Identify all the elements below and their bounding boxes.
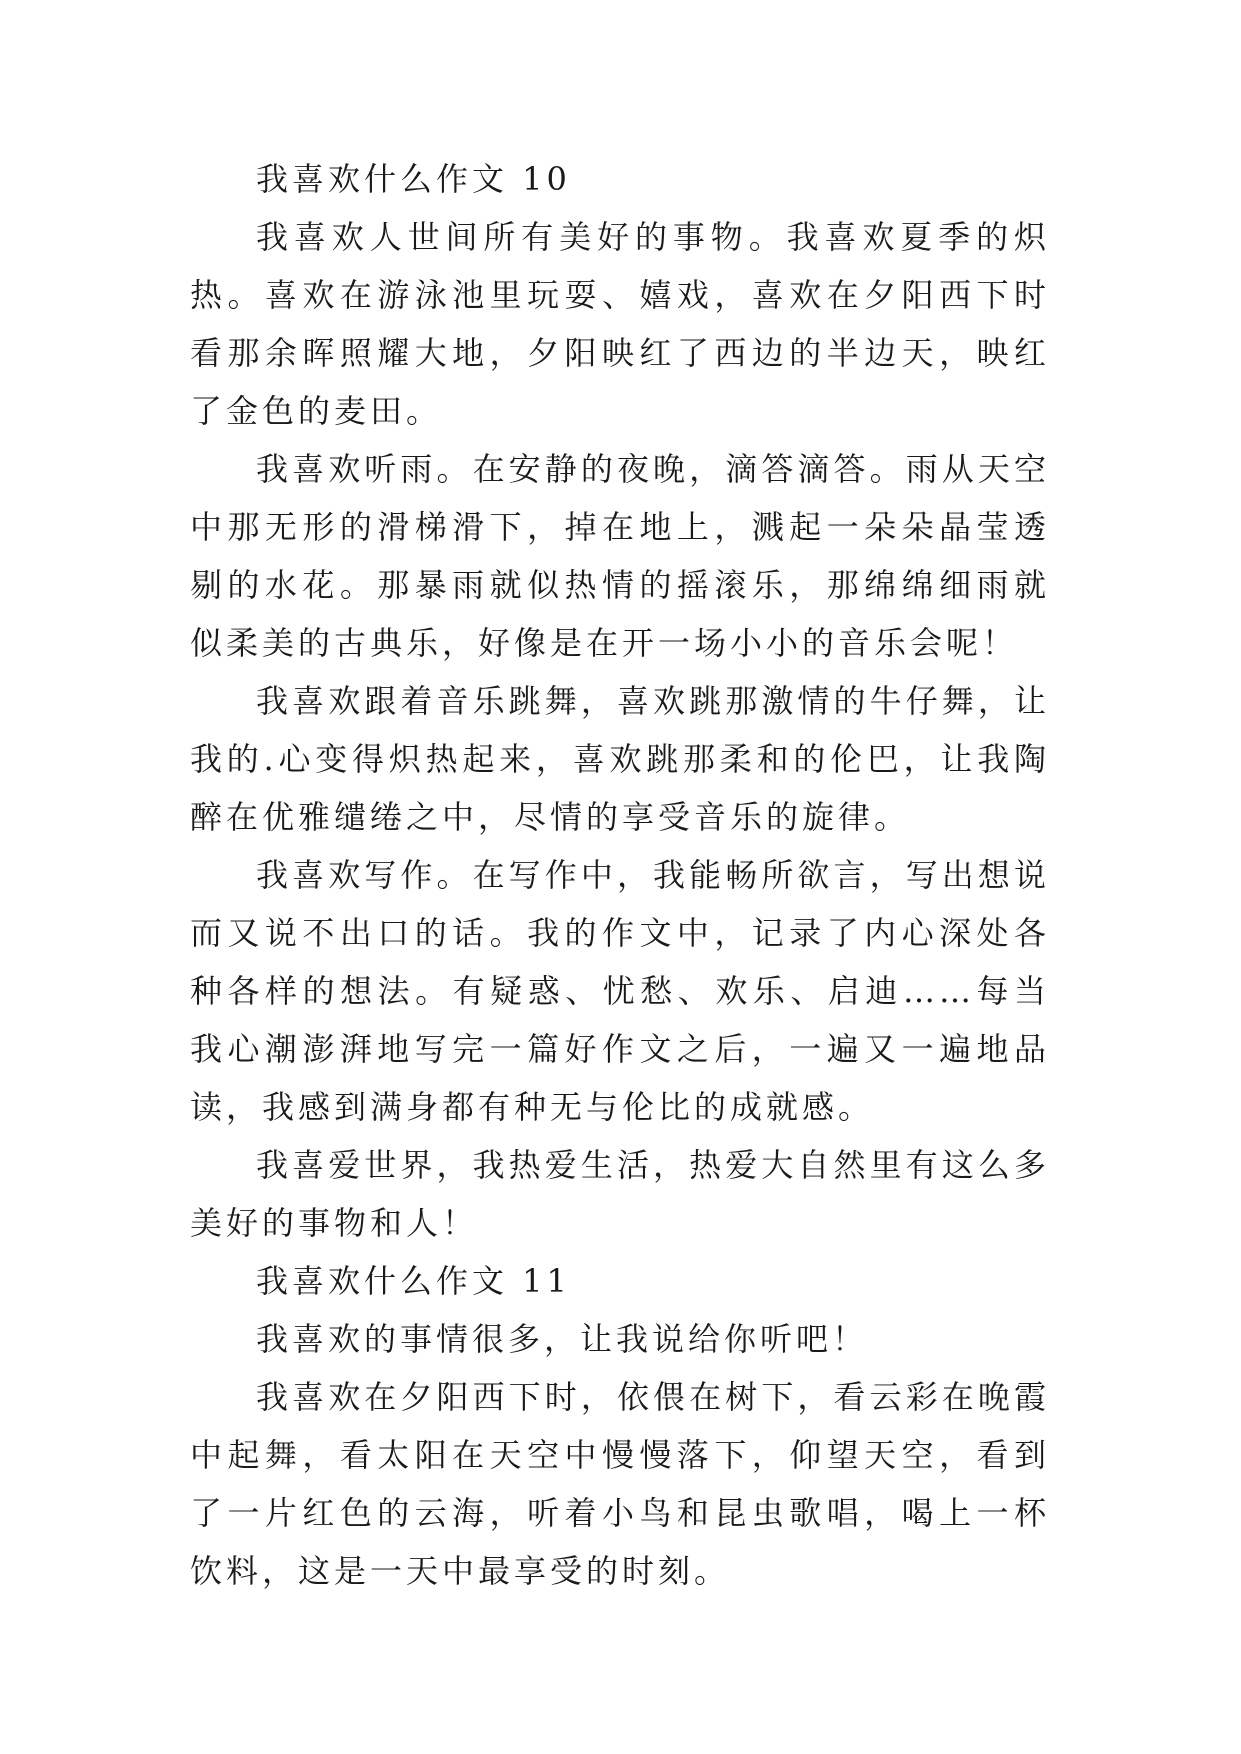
paragraph: 我喜欢的事情很多，让我说给你听吧！ <box>256 1320 869 1358</box>
paragraph: 我喜欢在夕阳西下时，依偎在树下，看云彩在晚霞中起舞，看太阳在天空中慢慢落下，仰望天空，看到了一片红色的云海，听着小鸟和昆虫歌唱，喝上一杯饮料，这是一天中最享受的时刻。 <box>190 1378 1050 1590</box>
paragraph: 我喜爱世界，我热爱生活，热爱大自然里有这么多美好的事物和人！ <box>190 1146 1050 1242</box>
section-title: 我喜欢什么作文 11 <box>256 1262 571 1300</box>
document-body <box>190 150 1050 1600</box>
paragraph: 我喜欢跟着音乐跳舞，喜欢跳那激情的牛仔舞，让我的.心变得炽热起来，喜欢跳那柔和的伦巴，让我陶醉在优雅缱绻之中，尽情的享受音乐的旋律。 <box>190 682 1050 836</box>
paragraph: 我喜欢人世间所有美好的事物。我喜欢夏季的炽热。喜欢在游泳池里玩耍、嬉戏，喜欢在夕阳西下时看那余晖照耀大地，夕阳映红了西边的半边天，映红了金色的麦田。 <box>190 218 1050 430</box>
paragraph: 我喜欢听雨。在安静的夜晚，滴答滴答。雨从天空中那无形的滑梯滑下，掉在地上，溅起一朵朵晶莹透剔的水花。那暴雨就似热情的摇滚乐，那绵绵细雨就似柔美的古典乐，好像是在开一场小小的音乐会呢！ <box>190 450 1050 662</box>
section-title: 我喜欢什么作文 10 <box>256 160 571 198</box>
paragraph: 我喜欢写作。在写作中，我能畅所欲言，写出想说而又说不出口的话。我的作文中，记录了内心深处各种各样的想法。有疑惑、忧愁、欢乐、启迪……每当我心潮澎湃地写完一篇好作文之后，一遍又一遍地品读，我感到满身都有种无与伦比的成就感。 <box>190 856 1050 1126</box>
